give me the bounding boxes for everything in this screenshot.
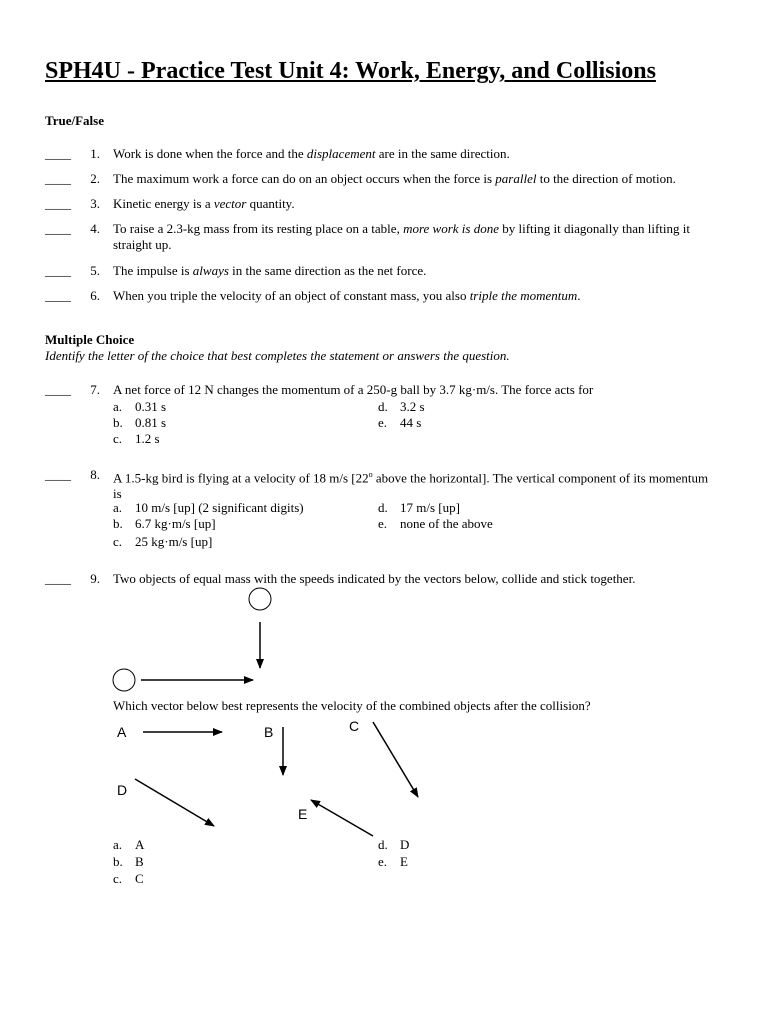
question-number: 7.: [90, 382, 100, 397]
vector-e: [311, 800, 373, 836]
option-b[interactable]: b. 0.81 s: [113, 415, 167, 430]
multiple-choice-heading: Multiple Choice: [45, 332, 135, 347]
question-number: 9.: [90, 571, 100, 586]
answer-blank[interactable]: ____: [45, 146, 71, 161]
answer-blank[interactable]: ____: [45, 196, 71, 211]
question-number: 2.: [90, 171, 100, 186]
option-b[interactable]: b. 6.7 kg·m/s [up]: [113, 516, 216, 531]
answer-blank[interactable]: ____: [45, 382, 71, 397]
subquestion-text: Which vector below best represents the velocity of the combined objects after the collision?: [113, 698, 591, 713]
true-false-heading: True/False: [45, 113, 104, 128]
question-text: A net force of 12 N changes the momentum of a 250-g ball by 3.7 kg·m/s. The force acts for: [113, 382, 594, 397]
option-e[interactable]: e. none of the above: [378, 516, 493, 531]
option-e[interactable]: e. E: [378, 854, 408, 869]
option-c[interactable]: c. 25 kg·m/s [up]: [113, 534, 213, 549]
instructions: Identify the letter of the choice that best completes the statement or answers the question.: [45, 348, 510, 363]
vector-a-label: A: [117, 724, 127, 740]
page-title: SPH4U - Practice Test Unit 4: Work, Energy, and Collisions: [45, 58, 656, 84]
answer-blank[interactable]: ____: [45, 171, 71, 186]
option-d[interactable]: d. D: [378, 837, 410, 852]
question-text: The maximum work a force can do on an object occurs when the force is parallel to the direction of motion.: [113, 171, 676, 186]
vector-e-label: E: [298, 806, 308, 822]
question-text: Two objects of equal mass with the speeds indicated by the vectors below, collide and stick together.: [113, 571, 636, 586]
option-c[interactable]: c. C: [113, 871, 144, 886]
object-left: [113, 669, 135, 691]
question-text: Kinetic energy is a vector quantity.: [113, 196, 295, 211]
option-a[interactable]: a. 10 m/s [up] (2 significant digits): [113, 500, 304, 515]
question-text: To raise a 2.3-kg mass from its resting place on a table, more work is done by lifting it diagonally than lifting it straight up.: [113, 221, 691, 252]
question-text: When you triple the velocity of an object of constant mass, you also triple the momentum.: [113, 288, 581, 303]
question-text: Work is done when the force and the displacement are in the same direction.: [113, 146, 510, 161]
option-d[interactable]: d. 17 m/s [up]: [378, 500, 460, 515]
question-number: 3.: [90, 196, 100, 211]
question-text: A 1.5-kg bird is flying at a velocity of 18 m/s [22$^o$ above the horizontal]. The vertical component of its momentum is: [113, 470, 709, 502]
answer-blank[interactable]: ____: [45, 263, 71, 278]
question-number: 5.: [90, 263, 100, 278]
answer-blank[interactable]: ____: [45, 571, 71, 586]
vector-c: [373, 722, 418, 797]
option-d[interactable]: d. 3.2 s: [378, 399, 425, 414]
answer-blank[interactable]: ____: [45, 467, 71, 482]
vector-c-label: C: [349, 718, 360, 734]
question-number: 4.: [90, 221, 100, 236]
question-number: 6.: [90, 288, 100, 303]
option-a[interactable]: a. 0.31 s: [113, 399, 167, 414]
option-b[interactable]: b. B: [113, 854, 144, 869]
object-top: [249, 588, 271, 610]
option-a[interactable]: a. A: [113, 837, 145, 852]
option-e[interactable]: e. 44 s: [378, 415, 422, 430]
vector-b-label: B: [264, 724, 274, 740]
question-number: 8.: [90, 467, 100, 482]
vector-d-label: D: [117, 782, 128, 798]
question-text: The impulse is always in the same direction as the net force.: [113, 263, 427, 278]
answer-blank[interactable]: ____: [45, 221, 71, 236]
question-number: 1.: [90, 146, 100, 161]
answer-blank[interactable]: ____: [45, 288, 71, 303]
vector-d: [135, 779, 214, 826]
option-c[interactable]: c. 1.2 s: [113, 431, 160, 446]
